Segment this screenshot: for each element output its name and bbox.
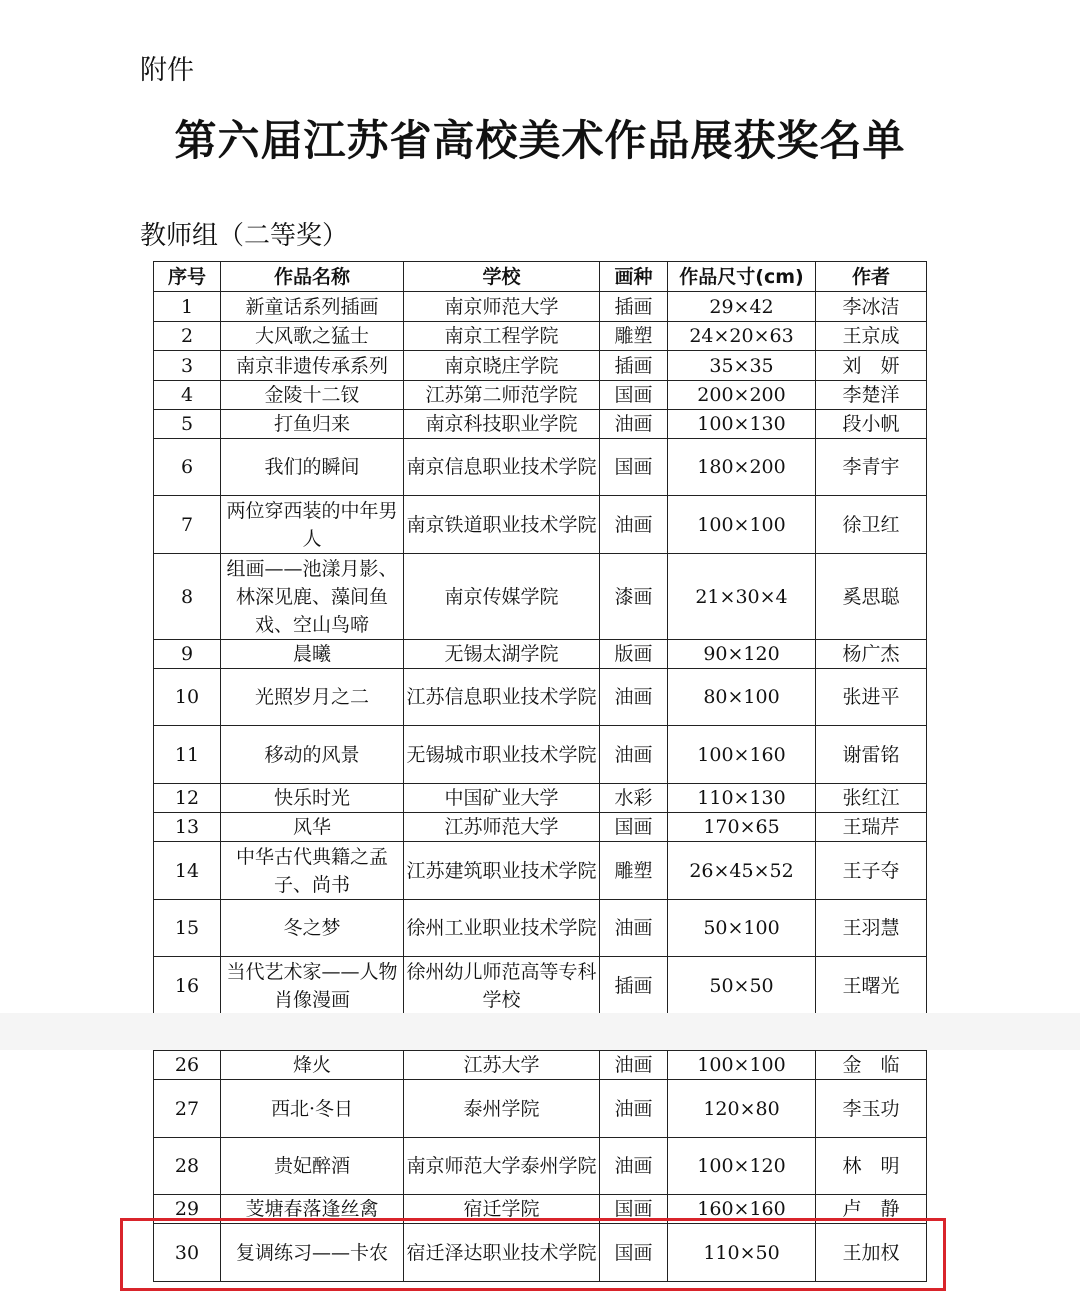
- cell-size: 24×20×63: [668, 322, 816, 351]
- cell-medium: 油画: [600, 1080, 668, 1138]
- cell-medium: 插画: [600, 292, 668, 322]
- cell-size: 29×42: [668, 292, 816, 322]
- cell-school: 江苏师范大学: [404, 813, 600, 842]
- cell-index: 3: [154, 351, 221, 381]
- cell-work-title: 大风歌之猛士: [221, 322, 404, 351]
- cell-size: 110×50: [668, 1224, 816, 1282]
- cell-medium: 插画: [600, 351, 668, 381]
- cell-school: 宿迁泽达职业技术学院: [404, 1224, 600, 1282]
- cell-work-title: 芰塘春落逢丝禽: [221, 1195, 404, 1224]
- awards-table-top: [153, 261, 927, 1015]
- cell-index: 5: [154, 410, 221, 439]
- cell-work-title: 冬之梦: [221, 900, 404, 957]
- document-title: 第六届江苏省高校美术作品展获奖名单: [174, 116, 906, 165]
- cell-index: 30: [154, 1224, 221, 1282]
- cell-size: 100×100: [668, 496, 816, 554]
- cell-work-title: 贵妃醉酒: [221, 1138, 404, 1195]
- cell-school: 南京师范大学泰州学院: [404, 1138, 600, 1195]
- cell-author: 张进平: [816, 669, 927, 726]
- cell-author: 王加权: [816, 1224, 927, 1282]
- cell-author: 王子夺: [816, 842, 927, 900]
- cell-size: 200×200: [668, 381, 816, 410]
- cell-medium: 油画: [600, 900, 668, 957]
- page-gap: [0, 1013, 1080, 1050]
- cell-index: 2: [154, 322, 221, 351]
- attachment-label: 附件: [140, 55, 194, 86]
- cell-school: 南京铁道职业技术学院: [404, 496, 600, 554]
- cell-work-title: 我们的瞬间: [221, 439, 404, 496]
- cell-index: 27: [154, 1080, 221, 1138]
- cell-medium: 水彩: [600, 784, 668, 813]
- cell-school: 南京工程学院: [404, 322, 600, 351]
- cell-school: 南京晓庄学院: [404, 351, 600, 381]
- header-school: 学校: [404, 262, 600, 292]
- cell-school: 徐州工业职业技术学院: [404, 900, 600, 957]
- cell-author: 李楚洋: [816, 381, 927, 410]
- table-row: [154, 957, 927, 1015]
- cell-index: 28: [154, 1138, 221, 1195]
- header-medium: 画种: [600, 262, 668, 292]
- cell-index: 11: [154, 726, 221, 784]
- cell-index: 9: [154, 640, 221, 669]
- cell-index: 14: [154, 842, 221, 900]
- header-index: 序号: [154, 262, 221, 292]
- cell-work-title: 中华古代典籍之孟子、尚书: [221, 842, 404, 900]
- table-row: [154, 410, 927, 439]
- cell-school: 江苏第二师范学院: [404, 381, 600, 410]
- table-row: [154, 439, 927, 496]
- cell-work-title: 烽火: [221, 1051, 404, 1080]
- cell-school: 南京传媒学院: [404, 554, 600, 640]
- cell-index: 10: [154, 669, 221, 726]
- cell-school: 南京信息职业技术学院: [404, 439, 600, 496]
- cell-author: 段小帆: [816, 410, 927, 439]
- cell-size: 160×160: [668, 1195, 816, 1224]
- cell-index: 7: [154, 496, 221, 554]
- cell-size: 26×45×52: [668, 842, 816, 900]
- cell-school: 徐州幼儿师范高等专科学校: [404, 957, 600, 1015]
- cell-size: 100×130: [668, 410, 816, 439]
- cell-medium: 油画: [600, 1138, 668, 1195]
- cell-work-title: 光照岁月之二: [221, 669, 404, 726]
- cell-index: 13: [154, 813, 221, 842]
- cell-medium: 雕塑: [600, 322, 668, 351]
- table-row: [154, 1051, 927, 1080]
- table-row: [154, 669, 927, 726]
- cell-size: 50×100: [668, 900, 816, 957]
- cell-index: 8: [154, 554, 221, 640]
- table-row: [154, 322, 927, 351]
- cell-work-title: 金陵十二钗: [221, 381, 404, 410]
- cell-school: 南京师范大学: [404, 292, 600, 322]
- header-work-title: 作品名称: [221, 262, 404, 292]
- table-row: [154, 842, 927, 900]
- cell-medium: 油画: [600, 669, 668, 726]
- table-row: [154, 900, 927, 957]
- cell-work-title: 快乐时光: [221, 784, 404, 813]
- cell-school: 泰州学院: [404, 1080, 600, 1138]
- table-row: [154, 726, 927, 784]
- cell-size: 35×35: [668, 351, 816, 381]
- cell-author: 徐卫红: [816, 496, 927, 554]
- table-header-row: [154, 262, 927, 292]
- table-row: [154, 813, 927, 842]
- cell-size: 100×160: [668, 726, 816, 784]
- table-row: [154, 1138, 927, 1195]
- cell-author: 李冰洁: [816, 292, 927, 322]
- cell-medium: 油画: [600, 1051, 668, 1080]
- cell-size: 110×130: [668, 784, 816, 813]
- cell-size: 80×100: [668, 669, 816, 726]
- cell-author: 王羽慧: [816, 900, 927, 957]
- cell-index: 1: [154, 292, 221, 322]
- cell-author: 金 临: [816, 1051, 927, 1080]
- cell-size: 120×80: [668, 1080, 816, 1138]
- header-size: 作品尺寸(cm): [668, 262, 816, 292]
- cell-index: 16: [154, 957, 221, 1015]
- table-row: [154, 292, 927, 322]
- cell-author: 李青宇: [816, 439, 927, 496]
- table-row: [154, 1080, 927, 1138]
- cell-work-title: 风华: [221, 813, 404, 842]
- cell-author: 杨广杰: [816, 640, 927, 669]
- cell-work-title: 当代艺术家——人物肖像漫画: [221, 957, 404, 1015]
- cell-index: 26: [154, 1051, 221, 1080]
- cell-author: 王京成: [816, 322, 927, 351]
- cell-author: 谢雷铭: [816, 726, 927, 784]
- cell-medium: 油画: [600, 410, 668, 439]
- cell-author: 卢 静: [816, 1195, 927, 1224]
- cell-author: 刘 妍: [816, 351, 927, 381]
- cell-medium: 雕塑: [600, 842, 668, 900]
- cell-index: 29: [154, 1195, 221, 1224]
- cell-author: 李玉功: [816, 1080, 927, 1138]
- table-row: [154, 351, 927, 381]
- cell-medium: 油画: [600, 496, 668, 554]
- cell-work-title: 复调练习——卡农: [221, 1224, 404, 1282]
- cell-size: 170×65: [668, 813, 816, 842]
- cell-author: 林 明: [816, 1138, 927, 1195]
- cell-author: 王曙光: [816, 957, 927, 1015]
- cell-work-title: 南京非遗传承系列: [221, 351, 404, 381]
- cell-index: 15: [154, 900, 221, 957]
- cell-medium: 国画: [600, 439, 668, 496]
- cell-size: 100×100: [668, 1051, 816, 1080]
- cell-medium: 漆画: [600, 554, 668, 640]
- header-author: 作者: [816, 262, 927, 292]
- cell-work-title: 晨曦: [221, 640, 404, 669]
- table-row: [154, 640, 927, 669]
- cell-size: 50×50: [668, 957, 816, 1015]
- table-row: [154, 381, 927, 410]
- cell-medium: 油画: [600, 726, 668, 784]
- cell-size: 180×200: [668, 439, 816, 496]
- cell-size: 100×120: [668, 1138, 816, 1195]
- cell-medium: 国画: [600, 381, 668, 410]
- cell-author: 张红江: [816, 784, 927, 813]
- cell-medium: 国画: [600, 813, 668, 842]
- cell-work-title: 移动的风景: [221, 726, 404, 784]
- cell-size: 21×30×4: [668, 554, 816, 640]
- cell-index: 4: [154, 381, 221, 410]
- cell-school: 无锡城市职业技术学院: [404, 726, 600, 784]
- cell-author: 王瑞芹: [816, 813, 927, 842]
- cell-medium: 版画: [600, 640, 668, 669]
- cell-medium: 国画: [600, 1195, 668, 1224]
- table-row: [154, 784, 927, 813]
- cell-school: 中国矿业大学: [404, 784, 600, 813]
- highlight-box: [120, 1218, 946, 1291]
- cell-work-title: 两位穿西装的中年男人: [221, 496, 404, 554]
- cell-index: 12: [154, 784, 221, 813]
- table-row: [154, 496, 927, 554]
- cell-work-title: 新童话系列插画: [221, 292, 404, 322]
- cell-work-title: 西北·冬日: [221, 1080, 404, 1138]
- table-row: [154, 554, 927, 640]
- cell-work-title: 组画——池漾月影、林深见鹿、藻间鱼戏、空山鸟啼: [221, 554, 404, 640]
- cell-work-title: 打鱼归来: [221, 410, 404, 439]
- cell-school: 无锡太湖学院: [404, 640, 600, 669]
- cell-school: 江苏建筑职业技术学院: [404, 842, 600, 900]
- cell-author: 奚思聪: [816, 554, 927, 640]
- cell-school: 宿迁学院: [404, 1195, 600, 1224]
- cell-size: 90×120: [668, 640, 816, 669]
- cell-school: 江苏信息职业技术学院: [404, 669, 600, 726]
- cell-index: 6: [154, 439, 221, 496]
- cell-school: 江苏大学: [404, 1051, 600, 1080]
- cell-school: 南京科技职业学院: [404, 410, 600, 439]
- cell-medium: 插画: [600, 957, 668, 1015]
- group-heading: 教师组（二等奖）: [140, 221, 349, 251]
- cell-medium: 国画: [600, 1224, 668, 1282]
